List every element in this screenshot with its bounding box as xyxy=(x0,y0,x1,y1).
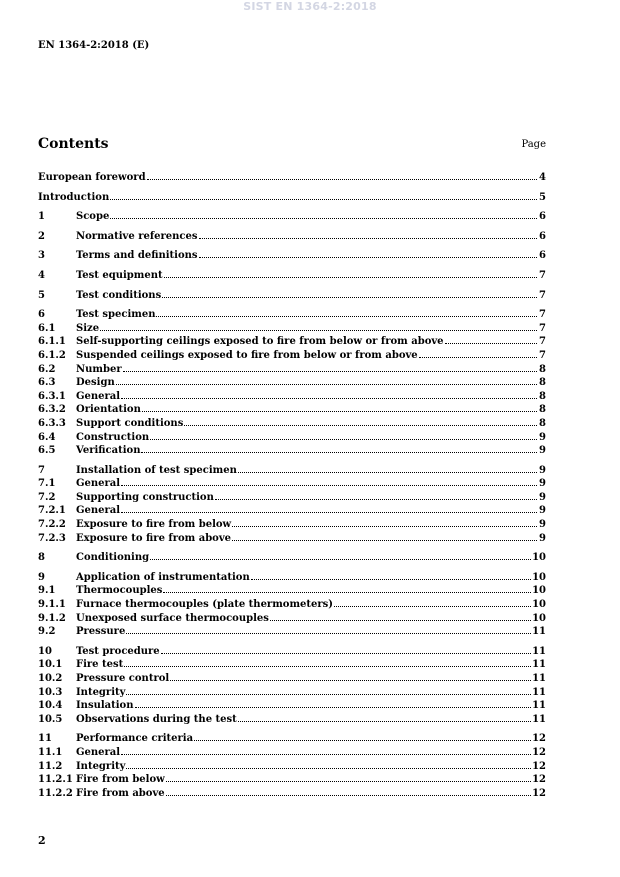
toc-entry-page: 9 xyxy=(539,491,546,503)
toc-entry-page: 10 xyxy=(532,571,546,583)
toc-entry[interactable] xyxy=(38,190,546,204)
toc-entry[interactable] xyxy=(38,416,546,430)
toc-leader-dots xyxy=(164,268,537,278)
toc-entry-page: 12 xyxy=(532,733,546,745)
toc-entry-page: 8 xyxy=(539,390,546,402)
toc-entry-page: 11 xyxy=(532,645,546,657)
toc-entry-number: 6.2 xyxy=(38,363,56,375)
toc-entry-page: 8 xyxy=(539,363,546,375)
toc-leader-dots xyxy=(170,671,531,681)
toc-leader-dots xyxy=(135,698,532,708)
toc-entry-title: Observations during the test xyxy=(76,713,237,725)
toc-leader-dots xyxy=(123,362,537,372)
toc-leader-dots xyxy=(184,416,537,426)
toc-entry[interactable] xyxy=(38,657,546,671)
toc-entry-page: 11 xyxy=(532,686,546,698)
toc-entry-number: 3 xyxy=(38,250,45,262)
toc-entry-page: 9 xyxy=(539,464,546,476)
toc-leader-dots xyxy=(270,611,531,621)
toc-entry[interactable] xyxy=(38,503,546,517)
toc-entry-title: Suspended ceilings exposed to fire from below or from above xyxy=(76,349,418,361)
toc-entry[interactable] xyxy=(38,517,546,531)
toc-leader-dots xyxy=(162,288,537,298)
toc-entry[interactable] xyxy=(38,772,546,786)
toc-entry-page: 9 xyxy=(539,532,546,544)
toc-entry[interactable] xyxy=(38,531,546,545)
toc-entry-title: Insulation xyxy=(76,700,134,712)
toc-entry-number: 9.2 xyxy=(38,626,56,638)
toc-entry-number: 10.5 xyxy=(38,713,63,725)
contents-heading: Contents xyxy=(38,136,109,152)
toc-entry-title: General xyxy=(76,390,121,402)
toc-leader-dots xyxy=(100,321,537,331)
toc-entry[interactable] xyxy=(38,288,546,302)
toc-entry-title: Thermocouples xyxy=(76,585,163,597)
toc-entry-title: Installation of test specimen xyxy=(76,464,237,476)
toc-entry[interactable] xyxy=(38,209,546,223)
toc-entry-title: Number xyxy=(76,363,122,375)
toc-entry-number: 6.5 xyxy=(38,445,56,457)
toc-entry-title: Verification xyxy=(76,445,141,457)
toc-entry-number: 7.2.3 xyxy=(38,532,66,544)
toc-leader-dots xyxy=(121,503,537,513)
toc-leader-dots xyxy=(142,402,537,412)
toc-entry-page: 11 xyxy=(532,700,546,712)
toc-leader-dots xyxy=(232,517,537,527)
toc-entry[interactable] xyxy=(38,476,546,490)
toc-entry-page: 10 xyxy=(532,585,546,597)
toc-entry-number: 7.1 xyxy=(38,478,56,490)
toc-entry[interactable] xyxy=(38,712,546,726)
toc-entry-page: 5 xyxy=(539,191,546,203)
toc-leader-dots xyxy=(141,443,537,453)
toc-entry-title: Test conditions xyxy=(76,289,162,301)
toc-entry-page: 9 xyxy=(539,505,546,517)
toc-entry-title: Pressure xyxy=(76,626,126,638)
toc-entry-number: 6.1.1 xyxy=(38,336,66,348)
toc-leader-dots xyxy=(126,685,531,695)
page-number: 2 xyxy=(38,834,46,847)
toc-leader-dots xyxy=(166,786,531,796)
toc-leader-dots xyxy=(163,583,531,593)
toc-entry-page: 6 xyxy=(539,211,546,223)
toc-entry-number: 9.1.2 xyxy=(38,612,66,624)
toc-leader-dots xyxy=(150,550,531,560)
toc-entry-title: Introduction xyxy=(38,191,110,203)
toc-leader-dots xyxy=(199,248,537,258)
toc-entry[interactable] xyxy=(38,170,546,184)
document-id: EN 1364-2:2018 (E) xyxy=(38,40,150,51)
toc-entry-page: 11 xyxy=(532,626,546,638)
toc-leader-dots xyxy=(126,624,531,634)
toc-entry[interactable] xyxy=(38,644,546,658)
toc-entry-number: 2 xyxy=(38,230,45,242)
toc-entry[interactable] xyxy=(38,624,546,638)
toc-entry-page: 8 xyxy=(539,404,546,416)
toc-entry-number: 11.2.1 xyxy=(38,774,73,786)
toc-entry-title: Exposure to fire from above xyxy=(76,532,232,544)
toc-entry-page: 8 xyxy=(539,417,546,429)
toc-entry-page: 12 xyxy=(532,787,546,799)
toc-entry-title: Scope xyxy=(76,211,110,223)
toc-entry-title: Performance criteria xyxy=(76,733,194,745)
toc-entry-page: 9 xyxy=(539,519,546,531)
toc-entry-number: 6.1.2 xyxy=(38,349,66,361)
toc-entry-page: 9 xyxy=(539,445,546,457)
toc-entry-number: 9 xyxy=(38,571,45,583)
toc-leader-dots xyxy=(161,644,531,654)
toc-entry-page: 7 xyxy=(539,349,546,361)
toc-entry-number: 9.1.1 xyxy=(38,599,66,611)
toc-entry-page: 12 xyxy=(532,760,546,772)
toc-leader-dots xyxy=(156,307,537,317)
toc-entry[interactable] xyxy=(38,671,546,685)
toc-entry[interactable] xyxy=(38,570,546,584)
toc-entry-number: 10 xyxy=(38,645,52,657)
toc-entry-title: Test equipment xyxy=(76,269,163,281)
watermark: SIST EN 1364-2:2018 xyxy=(243,0,377,13)
toc-entry-page: 7 xyxy=(539,289,546,301)
toc-entry-number: 6 xyxy=(38,309,45,321)
toc-entry-title: Size xyxy=(76,322,100,334)
toc-entry[interactable] xyxy=(38,745,546,759)
toc-entry-number: 6.3 xyxy=(38,377,56,389)
toc-entry[interactable] xyxy=(38,685,546,699)
toc-entry-title: General xyxy=(76,505,121,517)
toc-entry-title: General xyxy=(76,478,121,490)
toc-entry-number: 4 xyxy=(38,269,45,281)
toc-entry-title: Supporting construction xyxy=(76,491,214,503)
toc-leader-dots xyxy=(110,209,537,219)
toc-entry-number: 5 xyxy=(38,289,45,301)
toc-entry-title: Conditioning xyxy=(76,552,150,564)
toc-entry-title: Fire from below xyxy=(76,774,165,786)
toc-entry[interactable] xyxy=(38,321,546,335)
toc-entry-title: Construction xyxy=(76,431,150,443)
toc-entry-number: 6.3.1 xyxy=(38,390,66,402)
toc-leader-dots xyxy=(116,375,537,385)
toc-entry-number: 1 xyxy=(38,211,45,223)
toc-entry[interactable] xyxy=(38,362,546,376)
toc-entry-number: 7.2 xyxy=(38,491,56,503)
toc-entry[interactable] xyxy=(38,268,546,282)
table-of-contents xyxy=(38,170,546,799)
toc-entry[interactable] xyxy=(38,490,546,504)
toc-entry-page: 9 xyxy=(539,431,546,443)
toc-entry[interactable] xyxy=(38,348,546,362)
toc-entry-number: 7.2.2 xyxy=(38,519,66,531)
toc-leader-dots xyxy=(166,772,531,782)
toc-leader-dots xyxy=(215,490,537,500)
toc-leader-dots xyxy=(194,731,531,741)
toc-entry-number: 10.3 xyxy=(38,686,63,698)
toc-entry-number: 6.3.3 xyxy=(38,417,66,429)
toc-entry-number: 9.1 xyxy=(38,585,56,597)
toc-entry-number: 7 xyxy=(38,464,45,476)
toc-leader-dots xyxy=(147,170,537,180)
toc-leader-dots xyxy=(334,597,531,607)
toc-leader-dots xyxy=(445,334,537,344)
toc-entry[interactable] xyxy=(38,583,546,597)
toc-leader-dots xyxy=(419,348,537,358)
page-column-label: Page xyxy=(521,139,546,150)
toc-entry[interactable] xyxy=(38,698,546,712)
toc-leader-dots xyxy=(121,745,531,755)
toc-entry-page: 9 xyxy=(539,478,546,490)
toc-entry-page: 12 xyxy=(532,774,546,786)
toc-entry-title: Integrity xyxy=(76,760,126,772)
toc-entry-page: 6 xyxy=(539,230,546,242)
toc-entry-title: Orientation xyxy=(76,404,141,416)
toc-entry-number: 11.2 xyxy=(38,760,63,772)
toc-entry-title: Fire from above xyxy=(76,787,165,799)
toc-entry-number: 7.2.1 xyxy=(38,505,66,517)
toc-leader-dots xyxy=(199,229,538,239)
toc-entry-title: Design xyxy=(76,377,115,389)
toc-entry[interactable] xyxy=(38,786,546,800)
toc-entry[interactable] xyxy=(38,307,546,321)
toc-entry[interactable] xyxy=(38,731,546,745)
toc-entry-page: 7 xyxy=(539,309,546,321)
toc-entry-title: Fire test xyxy=(76,659,124,671)
toc-entry-number: 10.4 xyxy=(38,700,63,712)
toc-leader-dots xyxy=(238,463,537,473)
toc-leader-dots xyxy=(121,476,537,486)
toc-entry-page: 10 xyxy=(532,552,546,564)
toc-entry-title: Integrity xyxy=(76,686,126,698)
toc-entry-number: 11 xyxy=(38,733,52,745)
toc-entry[interactable] xyxy=(38,759,546,773)
toc-entry-title: Test procedure xyxy=(76,645,160,657)
toc-leader-dots xyxy=(251,570,531,580)
toc-leader-dots xyxy=(126,759,531,769)
toc-leader-dots xyxy=(232,531,537,541)
toc-entry[interactable] xyxy=(38,375,546,389)
toc-entry-page: 4 xyxy=(539,172,546,183)
toc-entry[interactable] xyxy=(38,597,546,611)
toc-entry-number: 6.3.2 xyxy=(38,404,66,416)
toc-entry[interactable] xyxy=(38,463,546,477)
toc-entry-number: 10.2 xyxy=(38,673,63,684)
toc-entry-title: Pressure control xyxy=(76,673,170,684)
toc-entry-number: 8 xyxy=(38,552,45,564)
toc-entry-number: 11.2.2 xyxy=(38,787,73,799)
toc-entry-title: Support conditions xyxy=(76,417,184,429)
toc-entry-title: Unexposed surface thermocouples xyxy=(76,612,269,624)
toc-entry-title: European foreword xyxy=(38,172,146,183)
toc-entry-number: 11.1 xyxy=(38,746,63,758)
toc-entry-page: 7 xyxy=(539,269,546,281)
toc-entry-title: Exposure to fire from below xyxy=(76,519,232,531)
toc-entry[interactable] xyxy=(38,402,546,416)
toc-entry-title: Furnace thermocouples (plate thermometers) xyxy=(76,599,334,611)
toc-leader-dots xyxy=(238,712,531,722)
toc-entry[interactable] xyxy=(38,430,546,444)
toc-entry-number: 10.1 xyxy=(38,659,63,671)
toc-entry-page: 10 xyxy=(532,612,546,624)
toc-leader-dots xyxy=(110,190,537,200)
toc-entry-number: 6.1 xyxy=(38,322,56,334)
toc-entry-page: 8 xyxy=(539,377,546,389)
toc-entry-page: 12 xyxy=(532,746,546,758)
toc-entry[interactable] xyxy=(38,443,546,457)
toc-entry[interactable] xyxy=(38,334,546,348)
toc-entry-title: Normative references xyxy=(76,230,198,242)
toc-entry-page: 10 xyxy=(532,599,546,611)
toc-entry[interactable] xyxy=(38,229,546,243)
toc-entry-title: Application of instrumentation xyxy=(76,571,250,583)
toc-entry[interactable] xyxy=(38,389,546,403)
toc-entry-page: 11 xyxy=(532,659,546,671)
toc-entry[interactable] xyxy=(38,611,546,625)
toc-entry[interactable] xyxy=(38,550,546,564)
toc-leader-dots xyxy=(121,389,537,399)
toc-entry-page: 11 xyxy=(532,713,546,725)
toc-entry-title: Terms and definitions xyxy=(76,250,198,262)
toc-leader-dots xyxy=(150,430,537,440)
toc-entry-title: Self-supporting ceilings exposed to fire from below or from above xyxy=(76,336,444,348)
toc-entry-page: 11 xyxy=(532,673,546,684)
toc-entry-page: 6 xyxy=(539,250,546,262)
toc-entry[interactable] xyxy=(38,248,546,262)
toc-entry-page: 7 xyxy=(539,336,546,348)
toc-entry-page: 7 xyxy=(539,322,546,334)
toc-entry-number: 6.4 xyxy=(38,431,56,443)
toc-entry-title: General xyxy=(76,746,121,758)
toc-entry-title: Test specimen xyxy=(76,309,156,321)
toc-leader-dots xyxy=(124,657,531,667)
